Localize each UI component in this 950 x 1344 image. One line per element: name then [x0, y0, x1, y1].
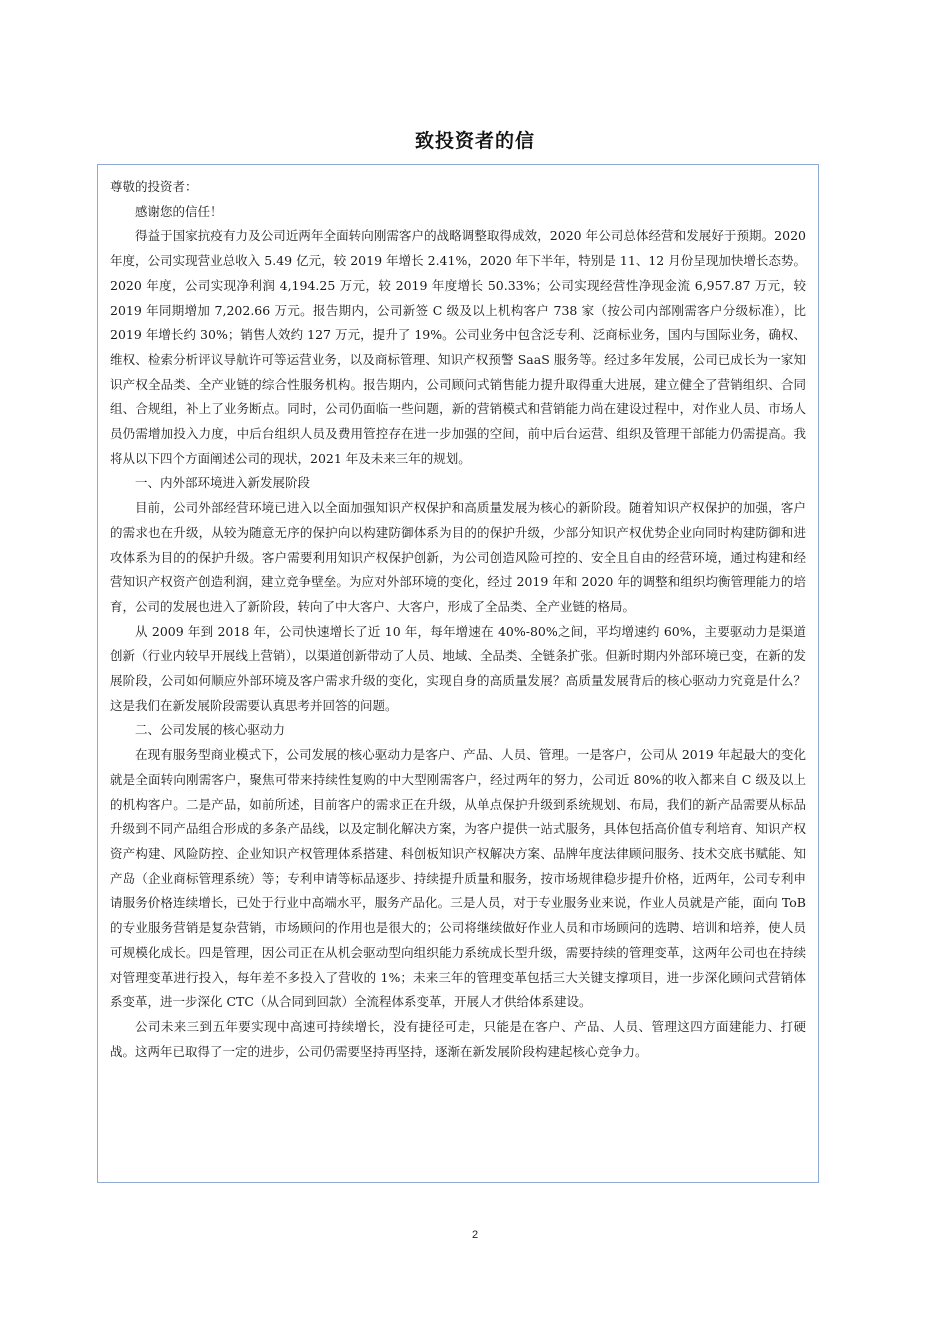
salutation: 尊敬的投资者： [110, 179, 198, 194]
environment-paragraph-2: 从 2009 年到 2018 年，公司快速增长了近 10 年，每年增速在 40%-80%之间，平均增速约 60%，主要驱动力是渠道创新（行业内较早开展线上营销），以渠道创新带动了人员、地域、全品类、全链条扩张。但新时期内外部环境已变，在新的发展阶段，公司如何顺应外部环境及客户需求升级的变化，实现自身的高质量发展？高质量发展背后的核心驱动力究竟是什么？这是我们在新发展阶段需要认真思考并回答的问题。 [110, 623, 806, 713]
section-heading-environment: 一、内外部环境进入新发展阶段 [135, 475, 311, 491]
page-title: 致投资者的信 [414, 130, 535, 152]
drivers-paragraph: 在现有服务型商业模式下，公司发展的核心驱动力是客户、产品、人员、管理。一是客户，公司从 2019 年起最大的变化就是全面转向刚需客户，聚焦可带来持续性复购的中大型刚需客户，经过两年的努力，公司近 80%的收入都来自 C 级及以上的机构客户。二是产品，如前所述，目前客户的需求正在升级，从单点保护升级到系统规划、布局，我们的新产品需要从标品升级到不同产品组合形成的多条产品线，以及定制化解决方案，为客户提供一站式服务，具体包括高价值专利培育、知识产权资产构建、风险防控、企业知识产权管理体系搭建、科创板知识产权解决方案、品牌年度法律顾问服务、技术交底书赋能、知产岛（企业商标管理系统）等；专利申请等标品逐步、持续提升质量和服务，按市场规律稳步提升价格，近两年，公司专利申请服务价格连续增长，已处于行业中高端水平，服务产品化。三是人员，对于专业服务业来说，作业人员就是产能，面向 ToB 的专业服务营销是复杂营销，市场顾问的作用也是很大的；公司将继续做好作业人员和市场顾问的选聘、培训和培养，使人员可规模化成长。四是管理，因公司正在从机会驱动型向组织能力系统成长型升级，需要持续的管理变革，这两年公司也在持续对管理变革进行投入，每年差不多投入了营收的 1%；未来三年的管理变革包括三大关键支撑项目，进一步深化顾问式营销体系变革，进一步深化 CTC（从合同到回款）全流程体系变革，开展人才供给体系建设。 [110, 747, 806, 1010]
intro-paragraph: 得益于国家抗疫有力及公司近两年全面转向刚需客户的战略调整取得成效，2020 年公司总体经营和发展好于预期。2020 年度，公司实现营业总收入 5.49 亿元，较 2019 年增长 2.41%，2020 年下半年，特别是 11、12 月份呈现加快增长态势。2020 年度，公司实现净利润 4,194.25 万元，较 2019 年度增长 50.33%；公司实现经营性净现金流 6,957.87 万元，较 2019 年同期增加 7,202.66 万元。报告期内，公司新签 C 级及以上机构客户 738 家（按公司内部刚需客户分级标准），比 2019 年增长约 30%；销售人效约 127 万元，提升了 19%。公司业务中包含泛专利、泛商标业务，国内与国际业务，确权、维权、检索分析评议导航许可等运营业务，以及商标管理、知识产权预警 SaaS 服务等。经过多年发展，公司已成长为一家知识产权全品类、全产业链的综合性服务机构。报告期内，公司顾问式销售能力提升取得重大进展，建立健全了营销组织、合同组、合规组，补上了业务断点。同时，公司仍面临一些问题，新的营销模式和营销能力尚在建设过程中，对作业人员、市场人员仍需增加投入力度，中后台组织人员及费用管控存在进一步加强的空间，前中后台运营、组织及管理干部能力仍需提高。我将从以下四个方面阐述公司的现状，2021 年及未来三年的规划。 [110, 228, 806, 466]
letter-box [97, 164, 819, 1183]
section-heading-drivers: 二、公司发展的核心驱动力 [135, 722, 286, 738]
closing-paragraph: 公司未来三到五年要实现中高速可持续增长，没有捷径可走，只能是在客户、产品、人员、管理这四方面建能力、打硬战。这两年已取得了一定的进步，公司仍需要坚持再坚持，逐渐在新发展阶段构建起核心竞争力。 [110, 1018, 806, 1059]
page-number: 2 [471, 1229, 479, 1241]
environment-paragraph-1: 目前，公司外部经营环境已进入以全面加强知识产权保护和高质量发展为核心的新阶段。随着知识产权保护的加强，客户的需求也在升级，从较为随意无序的保护向以构建防御体系为目的的保护升级，少部分知识产权优势企业向同时构建防御和进攻体系为目的的保护升级。客户需要利用知识产权保护创新，为公司创造风险可控的、安全且自由的经营环境，通过构建和经营知识产权资产创造利润，建立竞争壁垒。为应对外部环境的变化，经过 2019 年和 2020 年的调整和组织均衡管理能力的培育，公司的发展也进入了新阶段，转向了中大客户、大客户，形成了全品类、全产业链的格局。 [110, 500, 806, 614]
thanks-paragraph: 感谢您的信任！ [135, 203, 223, 219]
